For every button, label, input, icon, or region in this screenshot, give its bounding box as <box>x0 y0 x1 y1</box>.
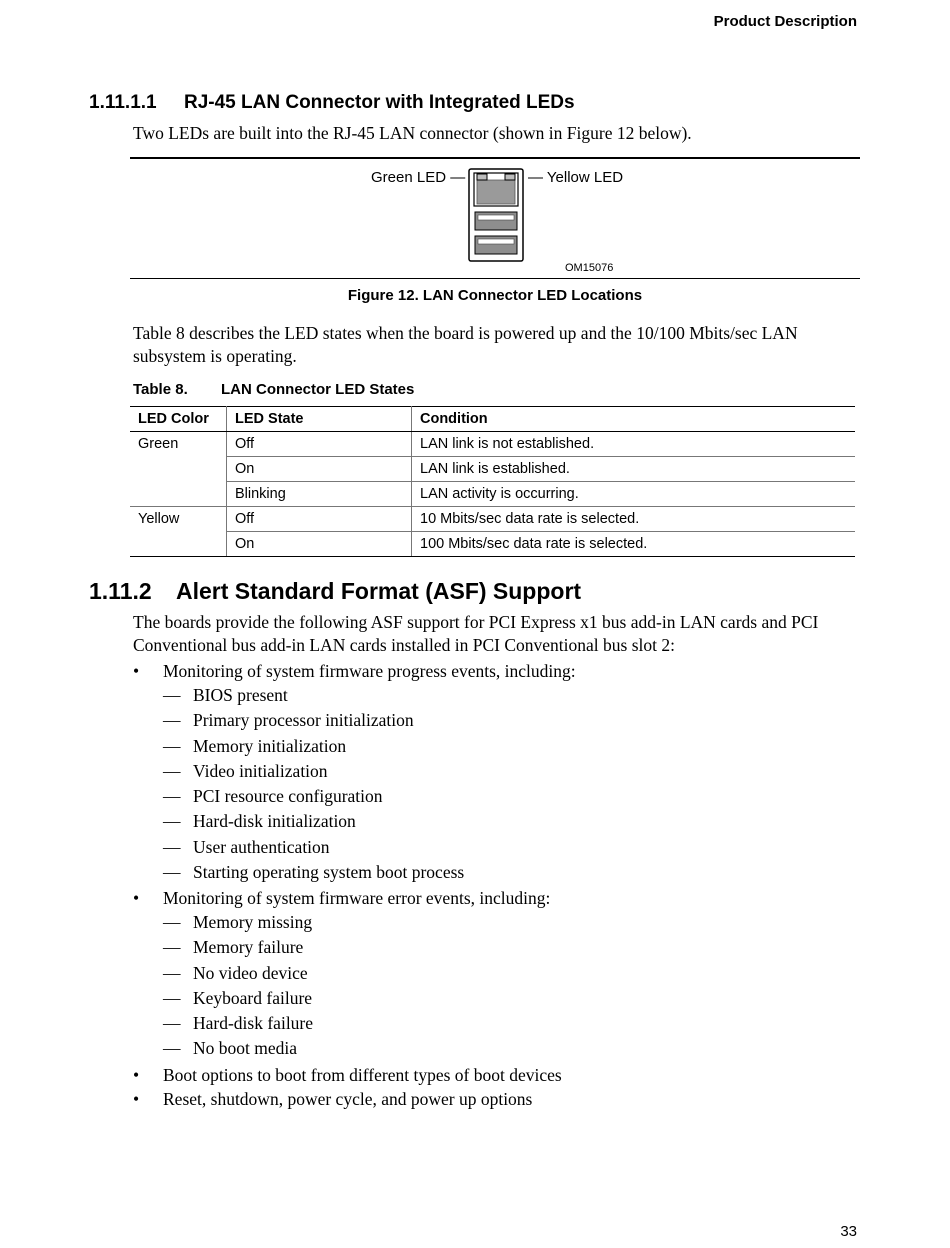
figure-id: OM15076 <box>565 262 614 274</box>
sub-list-item: — User authentication <box>133 835 576 860</box>
sub-list-item: — Video initialization <box>133 759 576 784</box>
asf-intro-paragraph: The boards provide the following ASF support for PCI Express x1 bus add-in LAN cards and PCI Conventional bus add-in LAN cards installed in PCI Conventional bus slot 2: <box>133 612 819 655</box>
sub-list-item: — BIOS present <box>133 683 576 708</box>
condition-cell: 10 Mbits/sec data rate is selected. <box>412 507 856 532</box>
sub-list-item: — Hard-disk initialization <box>133 809 576 834</box>
table-intro-paragraph: Table 8 describes the LED states when the board is powered up and the 10/100 Mbits/sec LAN subsystem is operating. <box>133 323 798 366</box>
sub-list-item: — PCI resource configuration <box>133 784 576 809</box>
led-state-cell: On <box>227 532 412 557</box>
usb-port-upper <box>475 212 517 230</box>
list-item: • Monitoring of system firmware progress events, including: <box>133 659 576 683</box>
list-item: • Boot options to boot from different types of boot devices <box>133 1063 562 1087</box>
section-number: 1.11.2 <box>89 578 152 604</box>
sub-list-item: — No video device <box>133 961 550 986</box>
column-header: LED Color <box>130 407 227 432</box>
section-title: RJ-45 LAN Connector with Integrated LEDs <box>184 92 575 113</box>
table-row <box>130 507 855 532</box>
yellow-led <box>505 174 515 180</box>
table-row <box>130 457 855 482</box>
condition-cell: LAN activity is occurring. <box>412 482 856 507</box>
asf-feature-list-continued <box>133 886 550 1062</box>
intro-paragraph: Two LEDs are built into the RJ-45 LAN connector (shown in Figure 12 below). <box>133 123 692 143</box>
green-led <box>477 174 487 180</box>
led-state-cell: Off <box>227 507 412 532</box>
column-header: LED State <box>227 407 412 432</box>
asf-feature-list <box>133 659 576 885</box>
section-heading-asf <box>89 578 581 605</box>
column-header: Condition <box>412 407 856 432</box>
rj45-connector-diagram <box>468 168 524 262</box>
sub-list-item: — Keyboard failure <box>133 986 550 1011</box>
sub-list-item: — No boot media <box>133 1036 550 1061</box>
led-color-cell: Yellow <box>130 507 227 557</box>
sub-list-item: — Hard-disk failure <box>133 1011 550 1036</box>
led-state-cell: On <box>227 457 412 482</box>
green-led-label: Green LED — <box>371 169 466 186</box>
running-header: Product Description <box>713 13 857 30</box>
page-number: 33 <box>840 1223 857 1240</box>
table-header-row <box>130 407 855 432</box>
sub-list-item: — Primary processor initialization <box>133 708 576 733</box>
usb-port-lower <box>475 236 517 254</box>
led-states-table <box>130 406 855 557</box>
led-color-cell: Green <box>130 432 227 507</box>
sub-list-item: — Memory missing <box>133 910 550 935</box>
figure-top-rule <box>130 157 860 159</box>
section-number: 1.11.1.1 <box>89 92 157 113</box>
section-title: Alert Standard Format (ASF) Support <box>176 578 582 604</box>
yellow-led-label: — Yellow LED <box>528 169 624 186</box>
table-row <box>130 532 855 557</box>
list-item: • Monitoring of system firmware error events, including: <box>133 886 550 910</box>
sub-list-item: — Memory initialization <box>133 734 576 759</box>
section-heading-rj45 <box>89 92 575 114</box>
table-row <box>130 432 855 457</box>
rj45-port-opening <box>477 180 515 204</box>
led-state-cell: Off <box>227 432 412 457</box>
sub-list-item: — Starting operating system boot process <box>133 860 576 885</box>
sub-list-item: — Memory failure <box>133 935 550 960</box>
table-caption <box>133 381 414 398</box>
list-item: • Reset, shutdown, power cycle, and power up options <box>133 1087 562 1111</box>
led-state-cell: Blinking <box>227 482 412 507</box>
condition-cell: 100 Mbits/sec data rate is selected. <box>412 532 856 557</box>
figure-bottom-rule <box>130 278 860 279</box>
table-row <box>130 482 855 507</box>
table-title: LAN Connector LED States <box>221 381 415 398</box>
condition-cell: LAN link is not established. <box>412 432 856 457</box>
condition-cell: LAN link is established. <box>412 457 856 482</box>
table-number: Table 8. <box>133 381 188 398</box>
figure-caption: Figure 12. LAN Connector LED Locations <box>347 287 643 304</box>
asf-feature-list-end <box>133 1063 562 1111</box>
